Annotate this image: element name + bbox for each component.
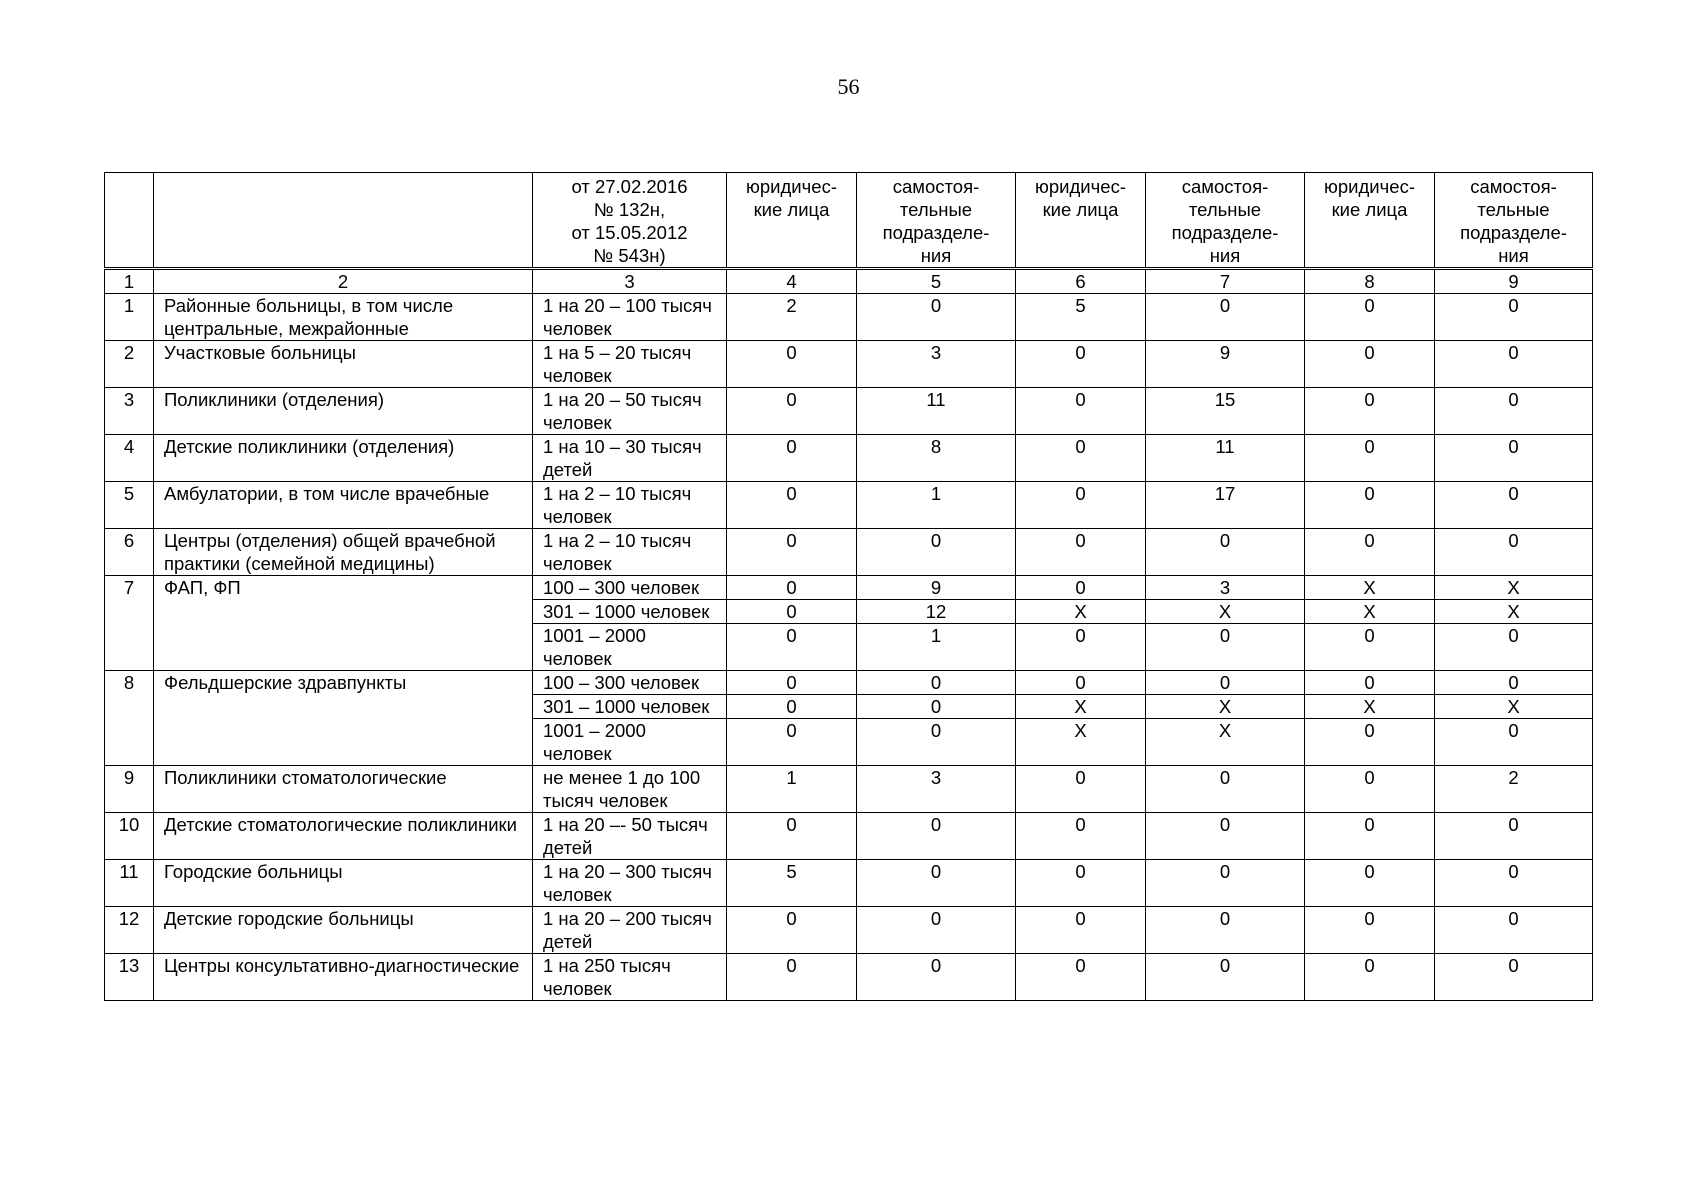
header-line: подразделе- <box>1171 222 1279 243</box>
facilities-table <box>104 172 1593 1001</box>
value-cell: 0 <box>1305 766 1435 813</box>
value-cell: 0 <box>857 860 1016 907</box>
value-cell: 0 <box>1305 907 1435 954</box>
facility-name: Поликлиники стоматологические <box>154 766 533 813</box>
header-line: кие лица <box>1042 199 1119 220</box>
value-cell: X <box>1146 600 1305 624</box>
table-row <box>105 294 1593 341</box>
value-cell: 0 <box>1146 954 1305 1001</box>
value-cell: 0 <box>1435 860 1593 907</box>
value-cell: 0 <box>1146 766 1305 813</box>
value-cell: 3 <box>857 766 1016 813</box>
value-cell: 17 <box>1146 482 1305 529</box>
row-number: 3 <box>105 388 154 435</box>
header-line: тельные <box>1188 199 1262 220</box>
facility-name: Поликлиники (отделения) <box>154 388 533 435</box>
value-cell: X <box>1305 600 1435 624</box>
column-number: 5 <box>857 269 1016 294</box>
norm-cell: 1 на 250 тысяч человек <box>533 954 727 1001</box>
norm-cell: 100 – 300 человек <box>533 576 727 600</box>
table-row <box>105 860 1593 907</box>
table-row <box>105 671 1593 695</box>
header-line: от 15.05.2012 <box>571 222 688 243</box>
value-cell: 0 <box>1435 624 1593 671</box>
norm-cell: 1 на 20 – 100 тысяч человек <box>533 294 727 341</box>
row-number: 2 <box>105 341 154 388</box>
value-cell: 0 <box>1146 294 1305 341</box>
value-cell: 3 <box>857 341 1016 388</box>
value-cell: 0 <box>1016 624 1146 671</box>
value-cell: 0 <box>1305 435 1435 482</box>
value-cell: 0 <box>857 719 1016 766</box>
header-cell-5 <box>857 173 1016 269</box>
value-cell: 0 <box>727 719 857 766</box>
header-cell-6 <box>1016 173 1146 269</box>
value-cell: 0 <box>1016 435 1146 482</box>
row-number: 4 <box>105 435 154 482</box>
value-cell: 0 <box>857 813 1016 860</box>
header-line: кие лица <box>753 199 830 220</box>
value-cell: 0 <box>727 341 857 388</box>
value-cell: 0 <box>857 529 1016 576</box>
value-cell: 0 <box>1305 860 1435 907</box>
column-number: 6 <box>1016 269 1146 294</box>
table-row <box>105 766 1593 813</box>
value-cell: 0 <box>1435 482 1593 529</box>
norm-cell: 1 на 2 – 10 тысяч человек <box>533 529 727 576</box>
value-cell: 0 <box>1435 954 1593 1001</box>
value-cell: 0 <box>1016 388 1146 435</box>
value-cell: 0 <box>1016 813 1146 860</box>
value-cell: 0 <box>857 954 1016 1001</box>
row-number: 6 <box>105 529 154 576</box>
header-line: подразделе- <box>882 222 990 243</box>
table-row <box>105 813 1593 860</box>
value-cell: 0 <box>1305 388 1435 435</box>
header-line: ния <box>1498 245 1529 266</box>
header-cell-4 <box>727 173 857 269</box>
facility-name: Участковые больницы <box>154 341 533 388</box>
facility-name: Детские поликлиники (отделения) <box>154 435 533 482</box>
header-cell-8 <box>1305 173 1435 269</box>
table-row <box>105 954 1593 1001</box>
value-cell: 5 <box>1016 294 1146 341</box>
header-cell-7 <box>1146 173 1305 269</box>
value-cell: 5 <box>727 860 857 907</box>
facility-name: Фельдшерские здравпункты <box>154 671 533 766</box>
table-row <box>105 576 1593 600</box>
value-cell: 0 <box>1016 529 1146 576</box>
norm-cell: 1 на 20 – 200 тысяч детей <box>533 907 727 954</box>
value-cell: 0 <box>727 671 857 695</box>
value-cell: X <box>1016 695 1146 719</box>
value-cell: 0 <box>857 671 1016 695</box>
header-line: ния <box>920 245 952 266</box>
table-row <box>105 482 1593 529</box>
value-cell: 0 <box>1305 671 1435 695</box>
norm-cell: 301 – 1000 человек <box>533 600 727 624</box>
row-number: 9 <box>105 766 154 813</box>
norm-cell: 301 – 1000 человек <box>533 695 727 719</box>
facility-name: Центры (отделения) общей врачебной практики (семейной медицины) <box>154 529 533 576</box>
value-cell: 0 <box>727 576 857 600</box>
value-cell: 0 <box>727 600 857 624</box>
value-cell: 0 <box>1435 341 1593 388</box>
header-line: № 132н, <box>593 199 666 220</box>
value-cell: 9 <box>1146 341 1305 388</box>
header-line: юридичес- <box>1035 176 1126 197</box>
value-cell: 0 <box>1435 435 1593 482</box>
header-line: тельные <box>899 199 973 220</box>
column-number: 1 <box>105 269 154 294</box>
header-line: от 27.02.2016 <box>571 176 688 197</box>
value-cell: 0 <box>1435 907 1593 954</box>
table-row <box>105 341 1593 388</box>
value-cell: 0 <box>727 529 857 576</box>
row-number: 8 <box>105 671 154 766</box>
row-number: 1 <box>105 294 154 341</box>
value-cell: X <box>1435 695 1593 719</box>
page-number: 56 <box>837 74 860 99</box>
column-number: 7 <box>1146 269 1305 294</box>
value-cell: 0 <box>1016 671 1146 695</box>
norm-cell: 1 на 10 – 30 тысяч детей <box>533 435 727 482</box>
value-cell: 0 <box>1305 813 1435 860</box>
column-number: 9 <box>1435 269 1593 294</box>
value-cell: X <box>1146 695 1305 719</box>
value-cell: 0 <box>1305 624 1435 671</box>
value-cell: 0 <box>1146 860 1305 907</box>
value-cell: 11 <box>857 388 1016 435</box>
value-cell: X <box>1435 576 1593 600</box>
table-row <box>105 388 1593 435</box>
header-line: подразделе- <box>1460 222 1567 243</box>
norm-cell: 1 на 20 – 50 тысяч человек <box>533 388 727 435</box>
value-cell: 0 <box>857 294 1016 341</box>
row-number: 10 <box>105 813 154 860</box>
value-cell: 0 <box>727 907 857 954</box>
value-cell: 15 <box>1146 388 1305 435</box>
value-cell: 0 <box>1305 529 1435 576</box>
value-cell: X <box>1016 600 1146 624</box>
column-number: 4 <box>727 269 857 294</box>
value-cell: 0 <box>1435 719 1593 766</box>
value-cell: 0 <box>727 435 857 482</box>
value-cell: 8 <box>857 435 1016 482</box>
value-cell: 0 <box>1016 482 1146 529</box>
row-number: 7 <box>105 576 154 671</box>
header-line: самостоя- <box>1181 176 1269 197</box>
column-number: 2 <box>154 269 533 294</box>
norm-cell: 1001 – 2000 человек <box>533 624 727 671</box>
facility-name: ФАП, ФП <box>154 576 533 671</box>
value-cell: 12 <box>857 600 1016 624</box>
value-cell: 0 <box>727 954 857 1001</box>
norm-cell: 1001 – 2000 человек <box>533 719 727 766</box>
value-cell: 2 <box>727 294 857 341</box>
header-line: юридичес- <box>1324 176 1415 197</box>
header-cell-2 <box>154 173 533 269</box>
facility-name: Центры консультативно-диагностические <box>154 954 533 1001</box>
facility-name: Детские городские больницы <box>154 907 533 954</box>
value-cell: 0 <box>1016 907 1146 954</box>
header-row <box>105 173 1593 269</box>
value-cell: 9 <box>857 576 1016 600</box>
value-cell: 1 <box>857 482 1016 529</box>
value-cell: 0 <box>727 482 857 529</box>
column-number: 3 <box>533 269 727 294</box>
norm-cell: 1 на 5 – 20 тысяч человек <box>533 341 727 388</box>
facility-name: Детские стоматологические поликлиники <box>154 813 533 860</box>
row-number: 5 <box>105 482 154 529</box>
column-number: 8 <box>1305 269 1435 294</box>
value-cell: 0 <box>1305 719 1435 766</box>
header-cell-1 <box>105 173 154 269</box>
norm-cell: 1 на 2 – 10 тысяч человек <box>533 482 727 529</box>
value-cell: 0 <box>727 695 857 719</box>
value-cell: 0 <box>1146 624 1305 671</box>
value-cell: 0 <box>1435 529 1593 576</box>
header-line: кие лица <box>1331 199 1408 220</box>
norm-cell: 1 на 20 – 300 тысяч человек <box>533 860 727 907</box>
header-line: самостоя- <box>1470 176 1557 197</box>
value-cell: 11 <box>1146 435 1305 482</box>
row-number: 11 <box>105 860 154 907</box>
value-cell: 0 <box>1016 954 1146 1001</box>
value-cell: 0 <box>1305 294 1435 341</box>
value-cell: 0 <box>1435 671 1593 695</box>
value-cell: 0 <box>1435 388 1593 435</box>
norm-cell: 1 на 20 –- 50 тысяч детей <box>533 813 727 860</box>
facility-name: Амбулатории, в том числе врачебные <box>154 482 533 529</box>
value-cell: 0 <box>727 813 857 860</box>
value-cell: 0 <box>1305 482 1435 529</box>
value-cell: 0 <box>857 907 1016 954</box>
value-cell: 0 <box>1016 341 1146 388</box>
row-number: 13 <box>105 954 154 1001</box>
header-line: № 543н) <box>593 245 666 266</box>
row-number: 12 <box>105 907 154 954</box>
value-cell: 0 <box>1016 860 1146 907</box>
value-cell: 0 <box>1016 576 1146 600</box>
value-cell: X <box>1435 600 1593 624</box>
value-cell: 0 <box>1435 813 1593 860</box>
value-cell: 0 <box>1016 766 1146 813</box>
value-cell: 1 <box>857 624 1016 671</box>
value-cell: 1 <box>727 766 857 813</box>
value-cell: 3 <box>1146 576 1305 600</box>
value-cell: 0 <box>1146 907 1305 954</box>
header-cell-9 <box>1435 173 1593 269</box>
header-line: самостоя- <box>892 176 980 197</box>
header-cell-3 <box>533 173 727 269</box>
facility-name: Районные больницы, в том числе центральные, межрайонные <box>154 294 533 341</box>
value-cell: X <box>1305 695 1435 719</box>
norm-cell: 100 – 300 человек <box>533 671 727 695</box>
table-row <box>105 529 1593 576</box>
value-cell: X <box>1016 719 1146 766</box>
value-cell: 0 <box>1305 341 1435 388</box>
value-cell: 2 <box>1435 766 1593 813</box>
header-line: ния <box>1209 245 1241 266</box>
header-line: юридичес- <box>746 176 837 197</box>
value-cell: 0 <box>1305 954 1435 1001</box>
column-number-row <box>105 269 1593 294</box>
value-cell: 0 <box>1435 294 1593 341</box>
value-cell: X <box>1305 576 1435 600</box>
value-cell: 0 <box>727 624 857 671</box>
table-row <box>105 907 1593 954</box>
value-cell: 0 <box>1146 671 1305 695</box>
facility-name: Городские больницы <box>154 860 533 907</box>
value-cell: 0 <box>1146 529 1305 576</box>
value-cell: X <box>1146 719 1305 766</box>
table-row <box>105 435 1593 482</box>
value-cell: 0 <box>727 388 857 435</box>
value-cell: 0 <box>1146 813 1305 860</box>
norm-cell: не менее 1 до 100 тысяч человек <box>533 766 727 813</box>
value-cell: 0 <box>857 695 1016 719</box>
header-line: тельные <box>1477 199 1550 220</box>
